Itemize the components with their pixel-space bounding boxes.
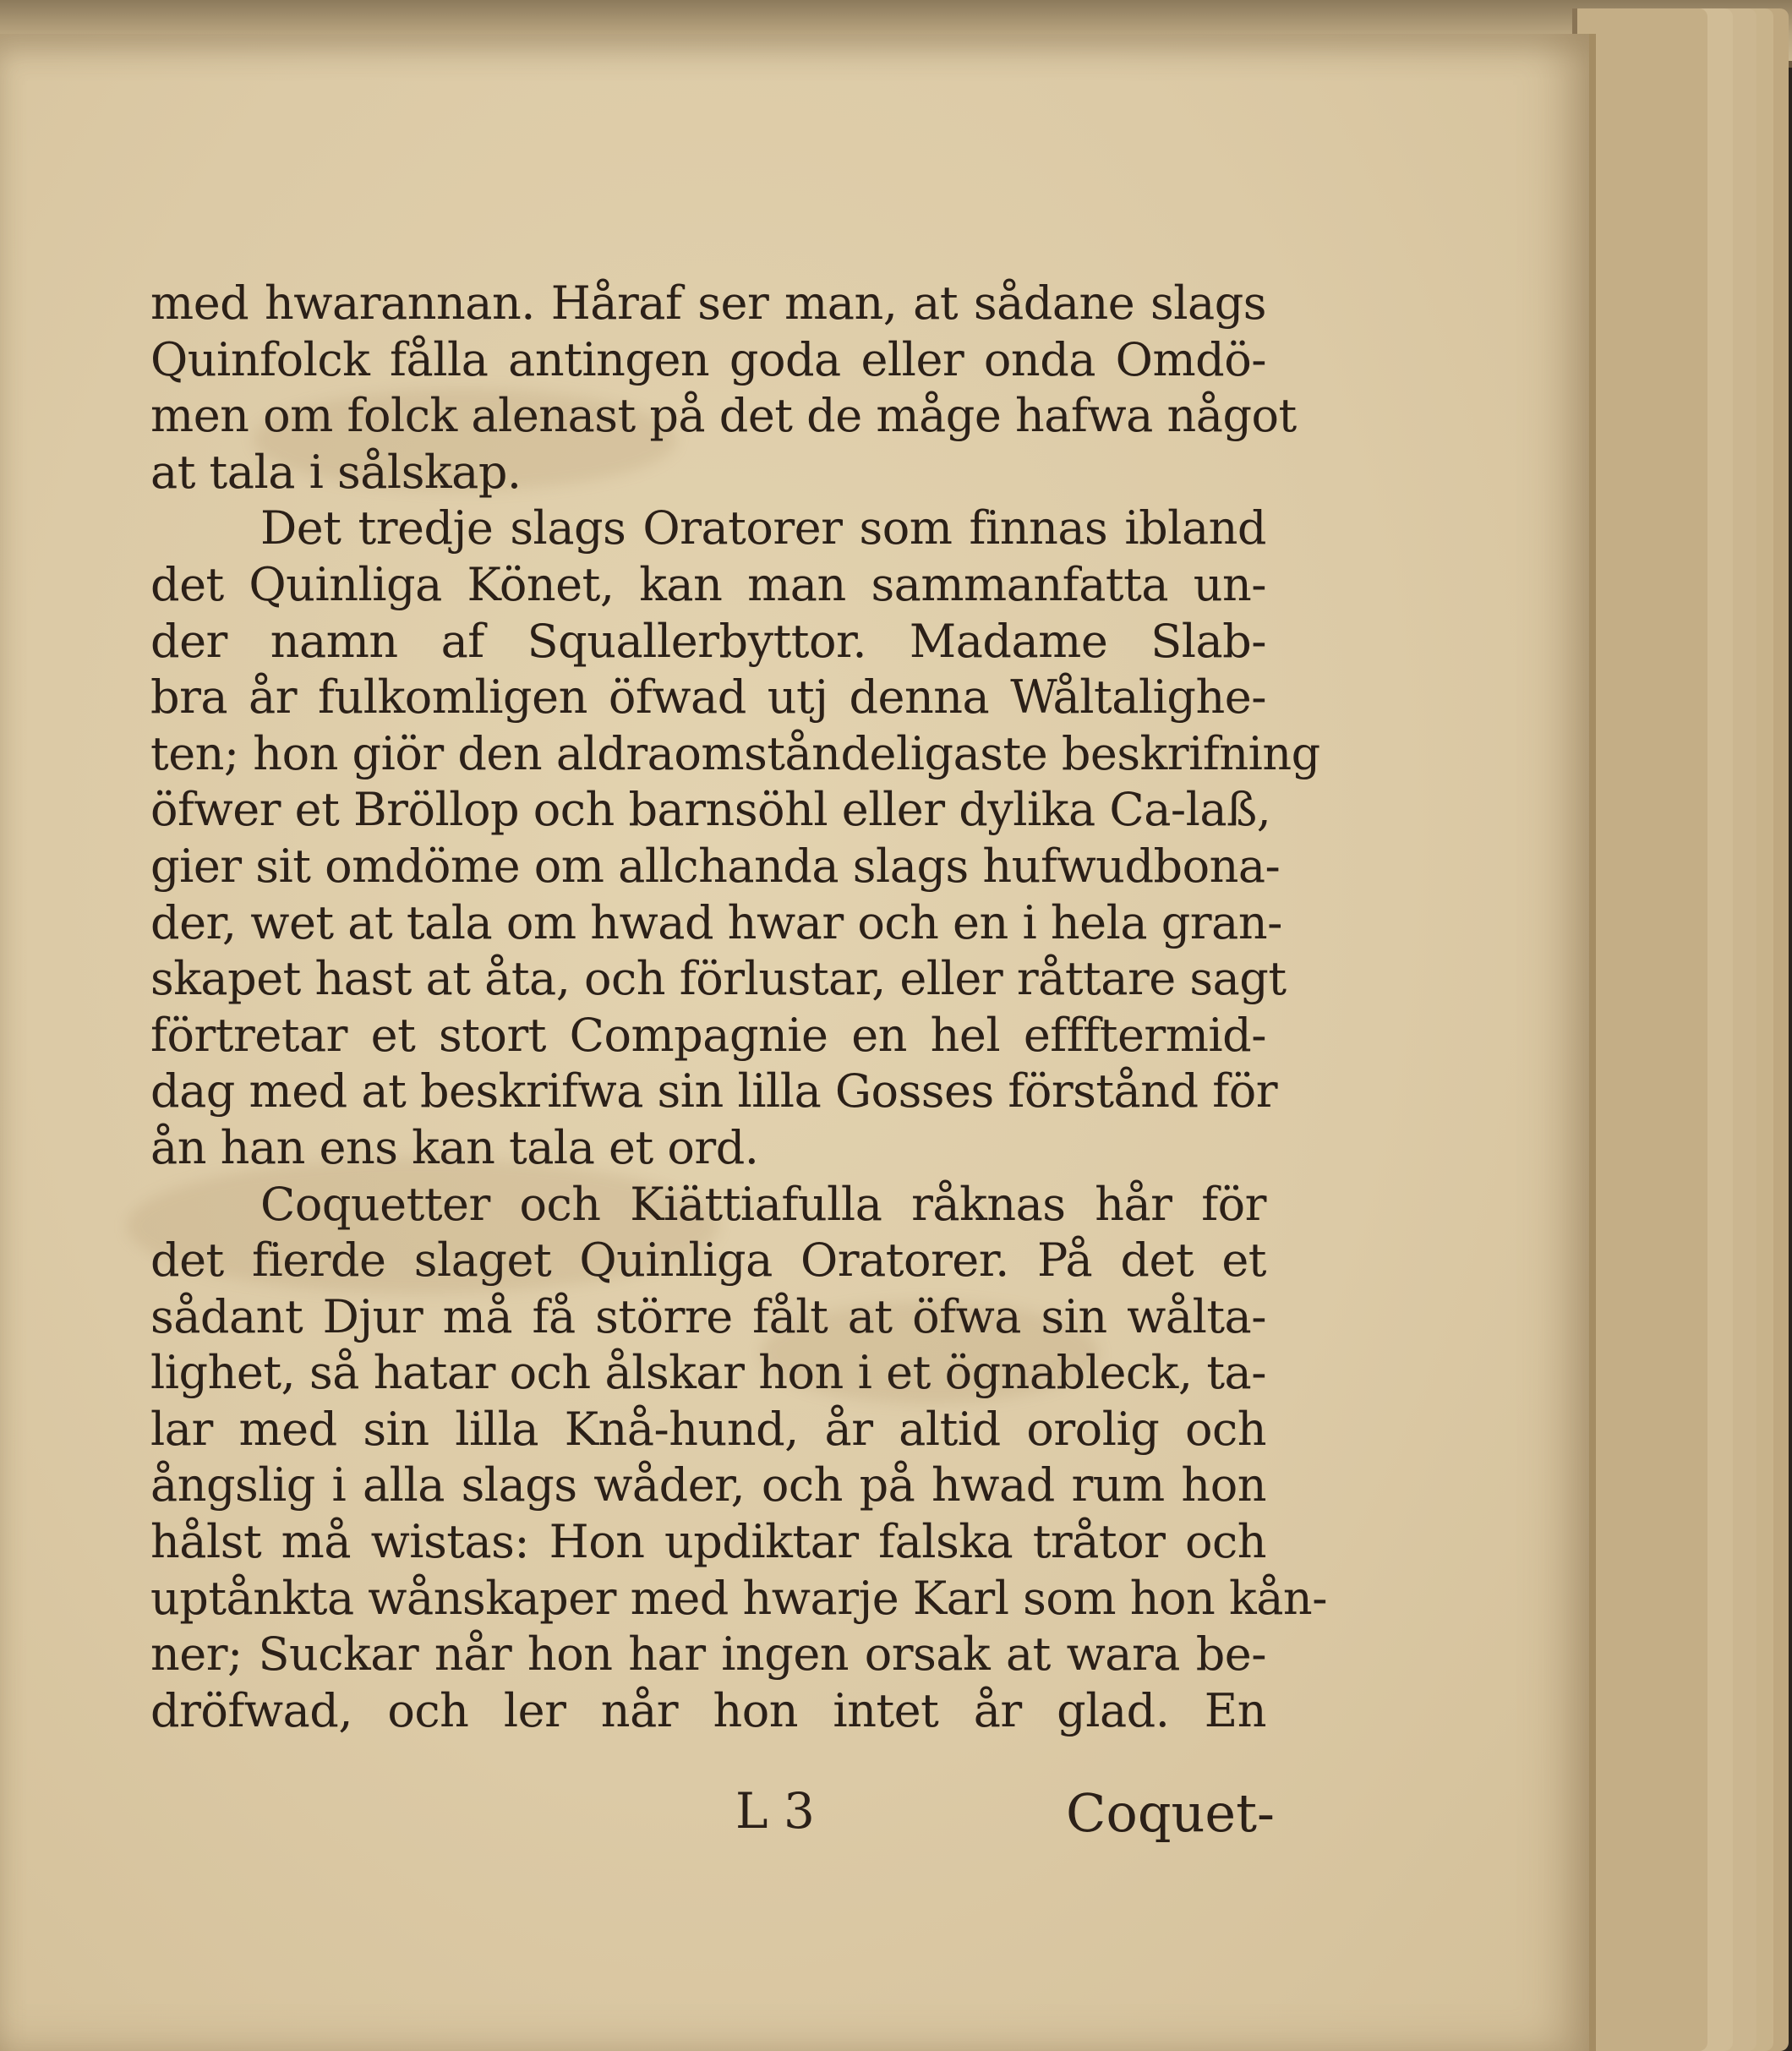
text-line: Det tredje slags Oratorer som finnas ibland xyxy=(260,501,1266,555)
text-line: dröfwad, och ler når hon intet år glad. En xyxy=(150,1683,1266,1737)
text-line: öfwer et Bröllop och barnsöhl eller dylika Ca-laß, xyxy=(150,783,1271,837)
text-line: ångslig i alla slags wåder, och på hwad rum hon xyxy=(150,1458,1266,1512)
book-page xyxy=(0,34,1596,2051)
text-line: hålst må wistas: Hon updiktar falska tråtor och xyxy=(150,1515,1266,1569)
text-line: gier sit omdöme om allchanda slags hufwudbona- xyxy=(150,839,1281,893)
text-line: förtretar et stort Compagnie en hel effftermid- xyxy=(150,1008,1266,1062)
text-line: lar med sin lilla Knå-hund, år altid orolig och xyxy=(150,1402,1266,1456)
text-line: ten; hon giör den aldraomståndeligaste beskrifning xyxy=(150,726,1320,780)
text-line: ner; Suckar når hon har ingen orsak at wara be- xyxy=(150,1627,1266,1682)
text-line: uptånkta wånskaper med hwarje Karl som hon kån- xyxy=(150,1571,1327,1625)
text-line: at tala i sålskap. xyxy=(150,445,522,499)
text-line: det fierde slaget Quinliga Oratorer. På det et xyxy=(150,1233,1266,1288)
text-line: lighet, så hatar och ålskar hon i et ögnableck, ta- xyxy=(150,1346,1266,1400)
catchword: Coquet- xyxy=(1066,1782,1275,1844)
text-line: men om folck alenast på det de måge hafwa något xyxy=(150,389,1297,443)
text-line: sådant Djur må få större fålt at öfwa sin wålta- xyxy=(150,1289,1266,1343)
text-line: skapet hast at åta, och förlustar, eller råttare sagt xyxy=(150,952,1287,1006)
text-line: dag med at beskrifwa sin lilla Gosses förstånd för xyxy=(150,1064,1278,1118)
text-line: der namn af Squallerbyttor. Madame Slab- xyxy=(150,614,1266,668)
body-text xyxy=(150,276,1327,1739)
text-line: Coquetter och Kiättiafulla råknas hår för xyxy=(260,1177,1266,1231)
page-footer xyxy=(150,1782,1275,1850)
text-line: bra år fulkomligen öfwad utj denna Wåltalighe- xyxy=(150,670,1266,725)
text-line: det Quinliga Könet, kan man sammanfatta un- xyxy=(150,557,1266,611)
text-line: der, wet at tala om hwad hwar och en i hela gran- xyxy=(150,895,1282,949)
text-line: Quinfolck fålla antingen goda eller onda Omdö- xyxy=(150,332,1266,386)
text-line: med hwarannan. Håraf ser man, at sådane slags xyxy=(150,276,1266,330)
signature-mark: L 3 xyxy=(735,1782,815,1840)
text-line: ån han ens kan tala et ord. xyxy=(150,1120,759,1174)
